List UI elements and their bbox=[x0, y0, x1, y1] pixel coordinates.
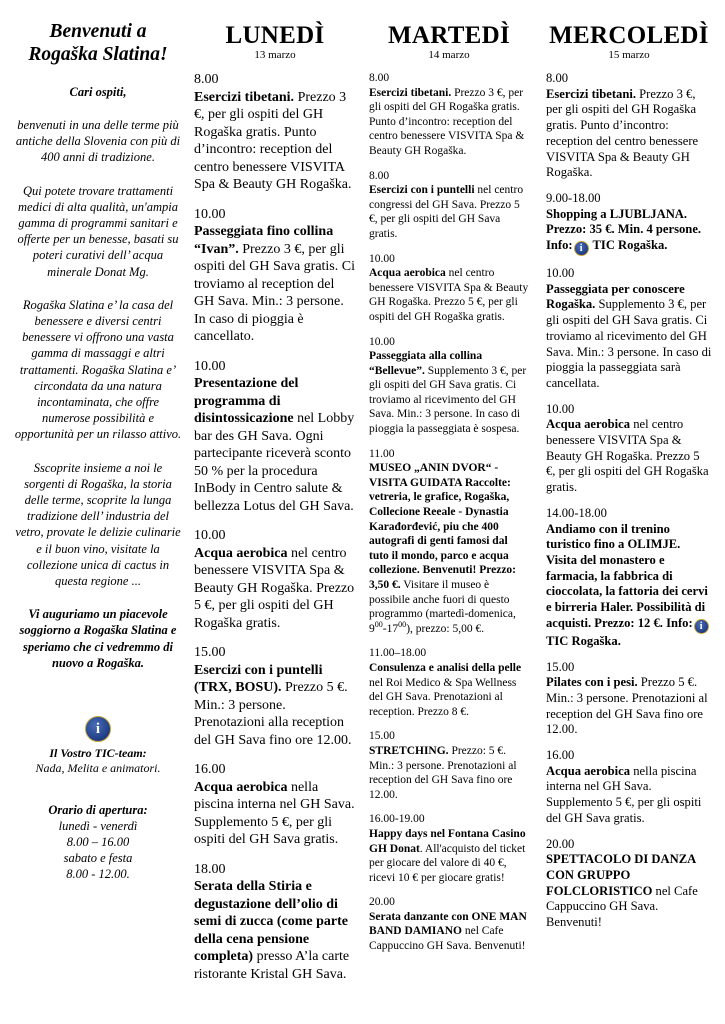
event-item bbox=[369, 71, 529, 159]
day-date: 14 marzo bbox=[428, 49, 470, 61]
event-title: Acqua aerobica bbox=[369, 267, 446, 280]
greeting: Cari ospiti, bbox=[69, 85, 127, 99]
team-names: Nada, Melita e animatori. bbox=[35, 761, 161, 776]
event-text: nel centro benessere VISVITA Spa & Beauty GH Rogaška. Prezzo 5 €, per gli ospiti del GH Rogaška gratis. bbox=[194, 545, 355, 631]
event-description bbox=[546, 207, 712, 256]
event-title: SPETTACOLO DI DANZA CON GRUPPO FOLCLORISTICO bbox=[546, 852, 696, 898]
event-title: Passeggiata fino collina “Ivan”. bbox=[194, 224, 334, 257]
event-item bbox=[546, 748, 712, 827]
event-time: 8.00 bbox=[369, 72, 390, 84]
event-time: 10.00 bbox=[194, 528, 226, 543]
event-description bbox=[369, 183, 529, 241]
event-time: 8.00 bbox=[546, 71, 569, 85]
event-text: nella piscina interna nel GH Sava. Supplemento 5 €, per gli ospiti del GH Sava gratis. bbox=[546, 763, 702, 825]
day-column-monday bbox=[194, 22, 356, 995]
event-description bbox=[546, 282, 712, 392]
event-time: 10.00 bbox=[369, 335, 395, 348]
event-text: . All'acquisto del ticket per giocare del valore di 40 €, ricevi 10 € per giocare gratis! bbox=[369, 842, 526, 884]
event-time: 14.00-18.00 bbox=[546, 505, 607, 520]
event-title: Esercizi tibetani. bbox=[369, 86, 452, 99]
event-text: Prezzo: 5 €. Min.: 3 persone. Prenotazioni al reception del GH Sava fino ore 12.00. bbox=[369, 744, 517, 801]
event-description bbox=[546, 417, 712, 496]
event-item bbox=[546, 660, 712, 739]
event-time: 8.00 bbox=[369, 169, 390, 182]
event-item bbox=[194, 861, 356, 984]
event-description bbox=[369, 349, 529, 437]
event-time: 8.00 bbox=[194, 72, 219, 87]
day-column-tuesday bbox=[369, 22, 529, 964]
event-item bbox=[194, 206, 356, 346]
event-description bbox=[546, 522, 712, 650]
event-item bbox=[546, 837, 712, 931]
intro-paragraph: Sscoprite insieme a noi le sorgenti di Rogaška, la storia delle terme, scoprite la lunga tradizione dell’ industria del vetro, provate le delizie culinarie e il buon vino, visitate la collezione unica di cactus in questa regione ... bbox=[15, 460, 181, 589]
opening-hours-line: 8.00 - 12.00. bbox=[66, 867, 130, 882]
event-text: presso A’la carte ristorante Kristal GH Sava. bbox=[194, 949, 350, 982]
event-description bbox=[194, 375, 356, 515]
event-item bbox=[546, 71, 712, 181]
event-title: Serata danzante con ONE MAN BAND DAMIANO bbox=[369, 910, 527, 938]
event-time: 15.00 bbox=[194, 645, 226, 660]
event-item bbox=[546, 506, 712, 650]
team-title: Il Vostro TIC-team: bbox=[49, 746, 147, 761]
wish-text: Vi auguriamo un piacevole soggiorno a Rogaška Slatina e speriamo che ci vedremmo di nuovo a Rogaška. bbox=[19, 607, 177, 670]
event-title: Esercizi tibetani. bbox=[546, 86, 637, 101]
event-title: Presentazione del programma di disintossicazione bbox=[194, 376, 299, 426]
tic-info-icon: i bbox=[694, 619, 709, 634]
event-text: -17 bbox=[382, 622, 399, 635]
event-title: Andiamo con il trenino turistico fino a OLIMJE. Visita del monastero e farmacia, la fabbrica di cioccolata, la fattoria dei cervi e birreria Haler. Possibilità di acquisti. Prezzo: 12 €. Info: bbox=[546, 521, 708, 630]
event-description bbox=[194, 878, 356, 983]
event-title: Esercizi con i puntelli bbox=[369, 184, 475, 197]
event-item bbox=[369, 729, 529, 802]
event-time: 16.00 bbox=[194, 762, 226, 777]
event-title: Passeggiata per conoscere Rogaška. bbox=[546, 281, 685, 312]
event-sup: 00 bbox=[398, 619, 407, 629]
event-text: nel centro congressi del GH Sava. Prezzo 5 €, per gli ospiti del GH Sava gratis. bbox=[369, 184, 524, 240]
event-item bbox=[369, 335, 529, 437]
opening-hours-line: sabato e festa bbox=[63, 851, 133, 866]
event-time: 20.00 bbox=[546, 836, 575, 851]
day-header bbox=[546, 22, 712, 62]
event-description bbox=[194, 662, 356, 750]
event-time: 11.00 bbox=[369, 447, 395, 460]
event-time: 9.00-18.00 bbox=[546, 190, 601, 205]
event-title: Consulenza e analisi della pelle bbox=[369, 661, 522, 674]
event-description bbox=[369, 461, 529, 636]
event-time: 15.00 bbox=[546, 659, 575, 674]
intro-column bbox=[14, 20, 182, 882]
event-text: Prezzo 3 €, per gli ospiti del GH Rogaška gratis. Punto d’incontro: reception del centro benessere VISVITA Spa & Beauty GH Rogaška. bbox=[546, 86, 699, 180]
event-item bbox=[194, 358, 356, 516]
event-title: STRETCHING. bbox=[369, 744, 449, 757]
event-item bbox=[369, 447, 529, 637]
event-item bbox=[369, 646, 529, 719]
event-text: Supplemento 3 €, per gli ospiti del GH Sava gratis. Ci troviamo al ricevimento del GH Sava. Min.: 3 persone. In caso di pioggia la passeggiata è sospesa. bbox=[369, 364, 527, 436]
event-item bbox=[369, 252, 529, 325]
event-item bbox=[194, 71, 356, 194]
event-description bbox=[369, 661, 529, 719]
event-time: 10.00 bbox=[546, 401, 575, 416]
event-item bbox=[194, 761, 356, 849]
day-header bbox=[194, 22, 356, 62]
event-title: Acqua aerobica bbox=[194, 779, 288, 795]
day-header bbox=[369, 22, 529, 62]
event-time: 10.00 bbox=[546, 266, 575, 281]
event-description bbox=[369, 910, 529, 954]
event-time: 16.00 bbox=[546, 748, 575, 763]
event-item bbox=[369, 812, 529, 885]
event-text: Visitare il museo è possibile anche fuori di questo programmo (martedì-domenica, 9 bbox=[369, 579, 516, 635]
day-date: 13 marzo bbox=[254, 49, 296, 61]
event-text: nel Cafe Cappuccino GH Sava. Benvenuti! bbox=[546, 883, 698, 930]
event-time: 11.00–18.00 bbox=[369, 647, 427, 660]
day-date: 15 marzo bbox=[608, 49, 650, 61]
day-name: LUNEDÌ bbox=[225, 22, 325, 49]
event-title: Esercizi con i puntelli (TRX, BOSU). bbox=[194, 662, 323, 695]
event-text: Prezzo 3 €, per gli ospiti del GH Sava gratis. Ci troviamo al reception del GH Sava. Min.: 3 persone. In caso di pioggia è cancellato. bbox=[194, 241, 355, 344]
event-sup: 00 bbox=[374, 619, 383, 629]
event-description bbox=[546, 852, 712, 931]
event-title-after: TIC Rogaška. bbox=[546, 633, 621, 648]
event-description bbox=[546, 675, 712, 738]
event-title: MUSEO „ANIN DVOR“ - VISITA GUIDATA Raccolte: vetreria, le grafice, Rogaška, Collecione Reeale - Dynastia Karađorđević, piu che 400 autografi di genti famosi dal tuto il mondo, parco e acqua collezione. Benvenuti! Prezzo: 3,50 €. bbox=[369, 462, 517, 591]
event-item bbox=[546, 266, 712, 392]
event-description bbox=[194, 223, 356, 346]
event-description bbox=[546, 87, 712, 181]
event-time: 10.00 bbox=[194, 206, 226, 222]
event-text: nel Roi Medico & Spa Wellness del GH Sava. Prenotazioni al reception. Prezzo 8 €. bbox=[369, 676, 517, 718]
event-description bbox=[369, 266, 529, 324]
welcome-title-line1: Benvenuti a bbox=[49, 21, 147, 42]
event-text: nel Cafe Cappuccino GH Sava. Benvenuti! bbox=[369, 925, 526, 953]
event-item bbox=[194, 527, 356, 632]
event-title: Acqua aerobica bbox=[546, 763, 631, 778]
event-title: Pilates con i pesi. bbox=[546, 675, 638, 690]
tic-info-icon: i bbox=[85, 716, 111, 742]
event-title: Esercizi tibetani. bbox=[194, 89, 295, 105]
event-text: nel centro benessere VISVITA Spa & Beauty GH Rogaška. Prezzo 5 €, per gli ospiti del GH Rogaška gratis. bbox=[369, 267, 529, 323]
event-text: nel centro benessere VISVITA Spa & Beauty GH Rogaška. Prezzo 5 €, per gli ospiti del GH Rogaška gratis. bbox=[546, 417, 709, 495]
event-title: Serata della Stiria e degustazione dell’olio di semi di zucca (come parte della cena pensione completa) bbox=[194, 879, 348, 964]
event-description bbox=[369, 827, 529, 885]
event-title: Acqua aerobica bbox=[194, 545, 288, 561]
event-item bbox=[194, 644, 356, 749]
event-text: Prezzo 5 €. Min.: 3 persone. Prenotazioni alla reception del GH Sava fino ore 12.00. bbox=[194, 680, 352, 748]
intro-paragraph: Qui potete trovare trattamenti medici di alta qualità, un'ampia gamma di programmi sanitari e offerte per un benesse, basati su poteri curativi dell’ acqua minerale Donat Mg. bbox=[17, 183, 179, 279]
event-title: Happy days nel Fontana Casino GH Donat bbox=[369, 827, 526, 855]
event-description bbox=[369, 86, 529, 159]
welcome-title-line2: Rogaška Slatina! bbox=[28, 44, 168, 65]
opening-hours-line: 8.00 – 16.00 bbox=[66, 835, 130, 850]
event-item bbox=[546, 191, 712, 256]
event-text: Supplemento 3 €, per gli ospiti del GH Sava gratis. Ci troviamo al ricevimento del GH Sava. Min.: 3 persone. In caso di pioggia la passeggiata sarà cancellata. bbox=[546, 297, 712, 390]
day-name: MARTEDÌ bbox=[387, 22, 511, 49]
event-time: 10.00 bbox=[369, 252, 395, 265]
event-text: nel Lobby bar des GH Sava. Ogni partecipante riceverà sconto 50 % per la procedura InBody in Centro salute & bellezza Lotus del GH Sava. bbox=[194, 411, 355, 514]
event-description bbox=[194, 545, 356, 633]
event-item bbox=[369, 895, 529, 953]
day-name: MERCOLEDÌ bbox=[549, 22, 709, 49]
event-description bbox=[546, 764, 712, 827]
event-description bbox=[369, 744, 529, 802]
event-title-after: TIC Rogaška. bbox=[589, 238, 668, 253]
welcome-title bbox=[14, 20, 182, 66]
day-column-wednesday bbox=[546, 22, 712, 941]
event-time: 10.00 bbox=[194, 358, 226, 374]
event-item bbox=[369, 169, 529, 242]
event-title: Passeggiata alla collina “Bellevue”. bbox=[369, 350, 483, 377]
event-time: 20.00 bbox=[369, 896, 395, 909]
event-title: Acqua aerobica bbox=[546, 417, 631, 432]
event-text: Prezzo 3 €, per gli ospiti del GH Rogaška gratis. Punto d’incontro: reception del centro benessere VISVITA Spa & Beauty GH Rogaška. bbox=[369, 86, 525, 157]
event-time: 18.00 bbox=[194, 861, 226, 877]
event-text: ), prezzo: 5,00 €. bbox=[406, 622, 485, 635]
event-time: 16.00-19.00 bbox=[369, 813, 425, 826]
event-title: Shopping a LJUBLJANA. Prezzo: 35 €. Min. 4 persone. Info: bbox=[546, 206, 702, 253]
event-time: 15.00 bbox=[369, 730, 395, 743]
event-description bbox=[194, 89, 356, 194]
intro-paragraph: Rogaška Slatina e’ la casa del benessere e diversi centri benessere vi offrono una vasta gamma di massaggi e altri trattamenti. Rogaška Slatina e’ circondata da una natura incontaminata, che offre numerose possibilità e opportunità per un rilasso attivo. bbox=[14, 297, 182, 442]
event-item bbox=[546, 402, 712, 496]
intro-paragraph: benvenuti in una delle terme più antiche della Slovenia con più di 400 anni di tradizione. bbox=[15, 118, 181, 165]
event-text: Prezzo 5 €. Min.: 3 persone. Prenotazioni al reception del GH Sava fino ore 12.00. bbox=[546, 675, 708, 737]
event-text: Prezzo 3 €, per gli ospiti del GH Rogaška gratis. Punto d’incontro: reception del centro benessere VISVITA Spa & Beauty GH Rogaška. bbox=[194, 89, 352, 192]
event-text: nella piscina interna nel GH Sava. Supplemento 5 €, per gli ospiti del GH Sava gratis. bbox=[194, 779, 355, 847]
opening-hours-title: Orario di apertura: bbox=[48, 803, 148, 818]
tic-info-icon: i bbox=[574, 241, 589, 256]
event-description bbox=[194, 779, 356, 849]
opening-hours-line: lunedì - venerdì bbox=[58, 819, 138, 834]
